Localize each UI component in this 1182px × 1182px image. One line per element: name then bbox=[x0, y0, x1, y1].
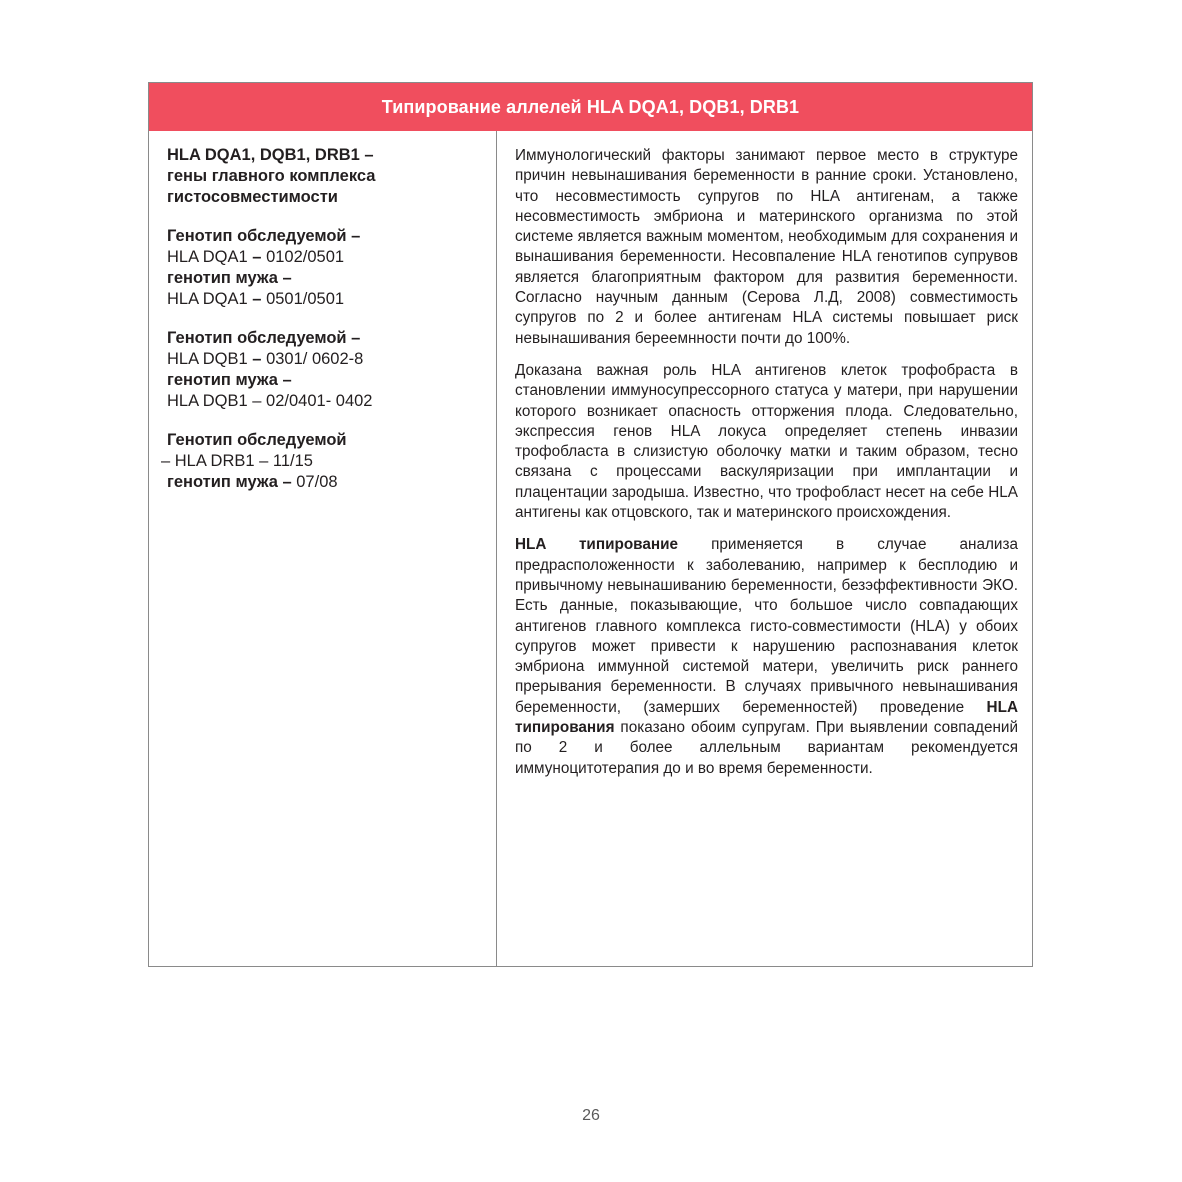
husband-genotype-value: 07/08 bbox=[291, 473, 338, 491]
right-column bbox=[515, 146, 1018, 791]
subject-genotype-value: 0301/ 0602-8 bbox=[261, 350, 364, 368]
paragraph-2: Доказана важная роль HLA антигенов клеток трофобраста в становлении иммуносупрессорного статуса у матери, при нарушении которого возникает опасность отторжения плода. Следовательно, экспрессия генов HLA локуса определяет степень инвазии трофобласта в слизистую оболочку матки и таким образом, тесно связана с процессами васкуляризации при имплантации и плацентации зародыша. Известно, что трофобласт несет на себе HLA антигены как отцовского, так и материнского происхождения. bbox=[515, 361, 1018, 522]
table-header bbox=[149, 83, 1032, 131]
subject-genotype-prefix: HLA DQA1 bbox=[167, 248, 253, 266]
bold-term: HLA типирования bbox=[515, 698, 1018, 737]
paragraph-3-text-2: показано обоим супругам. При выявлении совпадений по 2 и более аллельным вариантам рекомендуется иммуноцитотерапия до и во время беременности. bbox=[515, 719, 1018, 777]
genotype-block-drb1 bbox=[161, 430, 487, 493]
genotype-heading: Генотип обследуемой – bbox=[167, 227, 361, 245]
paragraph-1: Иммунологический факторы занимают первое место в структуре причин невынашивания беременности в ранние сроки. Установлено, что несовместимость супругов по HLA антигенам, а также несовместимость эмбриона и материнского организма по этой системе является важным моментом, необходимым для сохранения и вынашивания беременности. Несовпаление HLA генотипов супрувов является благоприятным фактором для развития беременности. Согласно научным данным (Серова Л.Д, 2008) совместимость супругов по 2 и более антигенам HLA системы повышает риск невынашивания береемнности почти до 100%. bbox=[515, 147, 1018, 347]
table-body bbox=[149, 131, 1032, 966]
husband-genotype-prefix: HLA DQA1 bbox=[167, 290, 253, 308]
genes-intro bbox=[167, 145, 487, 208]
genotype-block-dqa1 bbox=[167, 226, 487, 310]
husband-genotype-value: HLA DQB1 – 02/0401- 0402 bbox=[167, 392, 373, 410]
paragraph-3 bbox=[515, 535, 1018, 779]
genotype-heading: Генотип обследуемой bbox=[167, 431, 347, 449]
paragraph-3-text-1: применяется в случае анализа предрасположенности к заболеванию, например к бесплодию и привычному невынашиванию беременности, безэффективности ЭКО. Есть данные, показывающие, что большое число совпадающих антигенов главного комплекса гисто-совместимости (HLA) у обоих супругов может привести к нарушению распознавания клеток эмбриона иммунной системой матери, увеличить риск раннего прерывания беременности. В случаях привычного невынашивания беременности, (замерших беременностей) проведение bbox=[515, 536, 1018, 716]
subject-genotype-value: – HLA DRB1 – 11/15 bbox=[161, 452, 313, 470]
husband-genotype-heading: генотип мужа – bbox=[167, 269, 292, 287]
subject-genotype-prefix: HLA DQB1 bbox=[167, 350, 253, 368]
dash: – bbox=[252, 290, 262, 308]
page-number: 26 bbox=[582, 1107, 600, 1124]
subject-genotype-value: 0102/0501 bbox=[261, 248, 345, 266]
husband-genotype-heading: генотип мужа – bbox=[167, 371, 292, 389]
husband-genotype-value: 0501/0501 bbox=[261, 290, 345, 308]
intro-line-3: гистосовместимости bbox=[167, 188, 338, 206]
column-divider bbox=[496, 131, 497, 966]
dash: – bbox=[252, 350, 262, 368]
genotype-block-dqb1 bbox=[167, 328, 487, 412]
intro-line-2: гены главного комплекса bbox=[167, 167, 376, 185]
table-title: Типирование аллелей HLA DQA1, DQB1, DRB1 bbox=[381, 96, 800, 117]
intro-line-1: HLA DQA1, DQB1, DRB1 – bbox=[167, 146, 374, 164]
husband-genotype-heading: генотип мужа – bbox=[167, 473, 292, 491]
info-table bbox=[148, 82, 1033, 967]
dash: – bbox=[252, 248, 262, 266]
genotype-heading: Генотип обследуемой – bbox=[167, 329, 361, 347]
bold-term: HLA типирование bbox=[515, 536, 679, 554]
left-column bbox=[161, 145, 487, 511]
